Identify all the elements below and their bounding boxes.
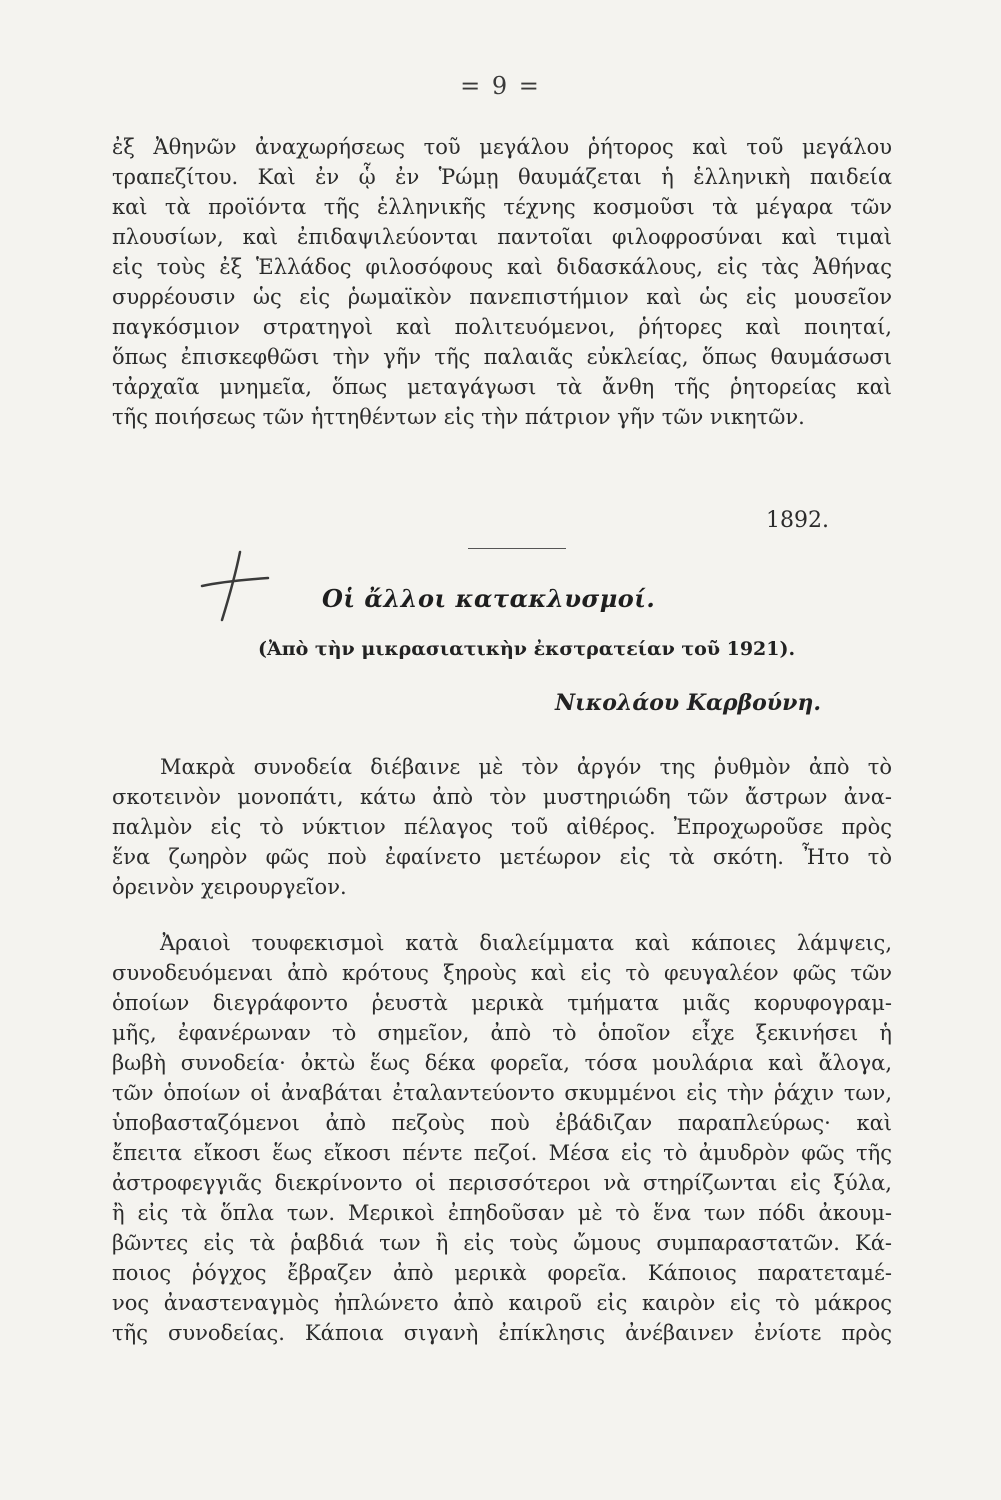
text-line: συνοδευόμεναι ἀπὸ κρότους ξηροὺς καὶ εἰς τὸ φευγαλέον φῶς τῶν [112,961,892,985]
text-line: ὁποίων διεγράφοντο ῥευστὰ μερικὰ τμήματα μιᾶς κορυφογραμ- [112,991,892,1015]
date-signature: 1892. [766,508,829,533]
text-line: βωβὴ συνοδεία· ὀκτὼ ἕως δέκα φορεῖα, τόσα μουλάρια καὶ ἄλογα, [112,1051,892,1075]
text-line: ποιος ῥόγχος ἔβραζεν ἀπὸ μερικὰ φορεῖα. Κάποιος παρατεταμέ- [112,1261,892,1285]
paragraph [112,752,892,902]
text-line: πλουσίων, καὶ ἐπιδαψιλεύονται παντοῖαι φιλοφροσύναι καὶ τιμαὶ [112,225,892,249]
text-line: τῆς συνοδείας. Κάποια σιγανὴ ἐπίκλησις ἀνέβαινεν ἐνίοτε πρὸς [112,1321,892,1345]
text-line: μῆς, ἐφανέρωναν τὸ σημεῖον, ἀπὸ τὸ ὁποῖον εἶχε ξεκινήσει ἡ [112,1021,892,1045]
text-line: ἔπειτα εἴκοσι ἕως εἴκοσι πέντε πεζοί. Μέσα εἰς τὸ ἀμυδρὸν φῶς τῆς [112,1141,892,1165]
text-line: τῆς ποιήσεως τῶν ἡττηθέντων εἰς τὴν πάτριον γῆν τῶν νικητῶν. [112,405,805,429]
text-line: εἰς τοὺς ἐξ Ἑλλάδος φιλοσόφους καὶ διδασκάλους, εἰς τὰς Ἀθήνας [112,255,892,279]
article-subtitle: (Ἀπὸ τὴν μικρασιατικὴν ἐκστρατείαν τοῦ 1921). [258,638,796,660]
cross-mark-icon [196,548,276,624]
text-line: τῶν ὁποίων οἱ ἀναβάται ἐταλαντεύοντο σκυμμένοι εἰς τὴν ῥάχιν των, [112,1081,892,1105]
text-line: ἕνα ζωηρὸν φῶς ποὺ ἐφαίνετο μετέωρον εἰς τὰ σκότη. Ἦτο τὸ [112,845,892,869]
text-line: ὅπως ἐπισκεφθῶσι τὴν γῆν τῆς παλαιᾶς εὐκλείας, ὅπως θαυμάσωσι [112,345,892,369]
text-line: τἀρχαῖα μνημεῖα, ὅπως μεταγάγωσι τὰ ἄνθη τῆς ῥητορείας καὶ [112,375,892,399]
text-line: ἐξ Ἀθηνῶν ἀναχωρήσεως τοῦ μεγάλου ῥήτορος καὶ τοῦ μεγάλου [112,135,892,159]
section-divider [468,548,566,549]
text-line: συρρέουσιν ὡς εἰς ῥωμαϊκὸν πανεπιστήμιον καὶ ὡς εἰς μουσεῖον [112,285,892,309]
text-line: ὀρεινὸν χειρουργεῖον. [112,875,347,899]
text-line: καὶ τὰ προϊόντα τῆς ἑλληνικῆς τέχνης κοσμοῦσι τὰ μέγαρα τῶν [112,195,892,219]
text-line: νος ἀναστεναγμὸς ἠπλώνετο ἀπὸ καιροῦ εἰς καιρὸν εἰς τὸ μάκρος [112,1291,892,1315]
text-line: παλμὸν εἰς τὸ νύκτιον πέλαγος τοῦ αἰθέρος. Ἐπροχωροῦσε πρὸς [112,815,892,839]
article-author: Νικολάου Καρβούνη. [554,690,821,716]
text-line: βῶντες εἰς τὰ ῥαβδιά των ἢ εἰς τοὺς ὤμους συμπαραστατῶν. Κά- [112,1231,892,1255]
text-line: Ἀραιοὶ τουφεκισμοὶ κατὰ διαλείμματα καὶ κάποιες λάμψεις, [160,931,892,955]
article-title: Οἱ ἄλλοι κατακλυσμοί. [322,584,656,613]
text-line: ἢ εἰς τὰ ὅπλα των. Μερικοὶ ἐπηδοῦσαν μὲ τὸ ἕνα των πόδι ἀκουμ- [112,1201,892,1225]
paragraph [112,928,892,1348]
text-line: σκοτεινὸν μονοπάτι, κάτω ἀπὸ τὸν μυστηριώδη τῶν ἄστρων ἀνα- [112,785,892,809]
page-number: = 9 = [460,72,541,100]
text-line: ἀστροφεγγιᾶς διεκρίνοντο οἱ περισσότεροι νὰ στηρίζωνται εἰς ξύλα, [112,1171,892,1195]
text-line: ὑποβασταζόμενοι ἀπὸ πεζοὺς ποὺ ἐβάδιζαν παραπλεύρως· καὶ [112,1111,892,1135]
paragraph-continued [112,132,892,432]
text-line: παγκόσμιον στρατηγοὶ καὶ πολιτευόμενοι, ῥήτορες καὶ ποιηταί, [112,315,892,339]
text-line: Μακρὰ συνοδεία διέβαινε μὲ τὸν ἀργόν της ῥυθμὸν ἀπὸ τὸ [160,755,892,779]
text-line: τραπεζίτου. Καὶ ἐν ᾧ ἐν Ῥώμῃ θαυμάζεται ἡ ἑλληνικὴ παιδεία [112,165,892,189]
